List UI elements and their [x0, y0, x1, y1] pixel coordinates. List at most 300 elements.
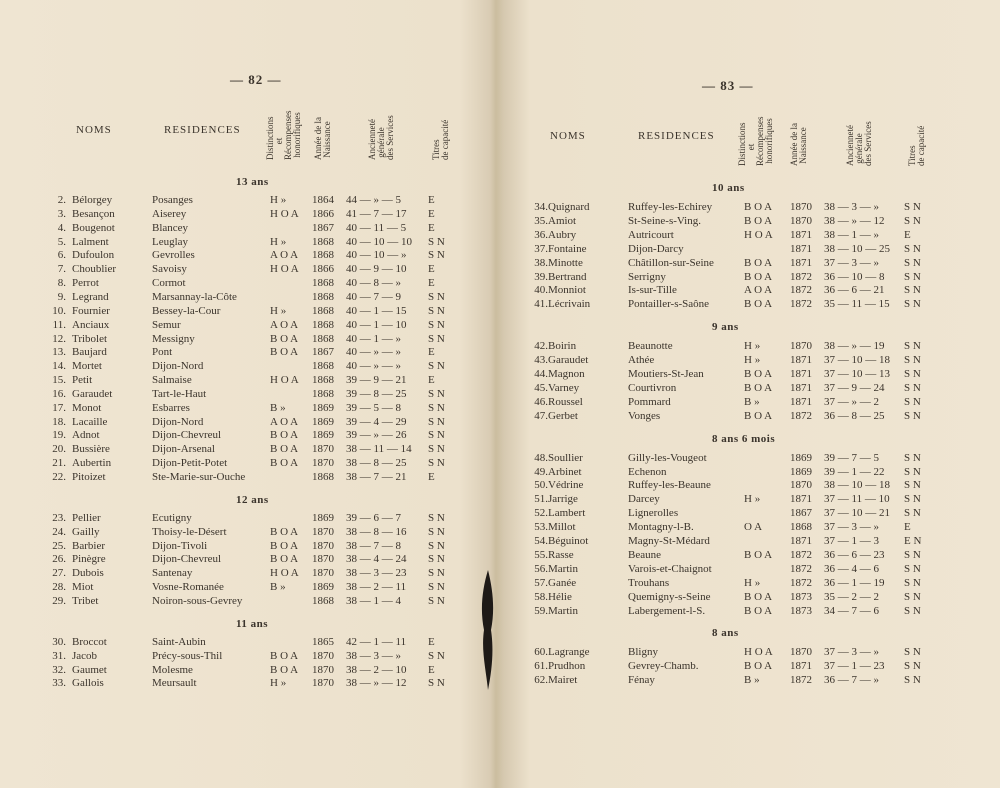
cell-res: Dijon-Nord: [152, 415, 204, 428]
cell-name: Fontaine: [548, 242, 587, 255]
cell-dist: B O A: [744, 590, 773, 603]
table-row: [40, 332, 460, 346]
cell-num: 46.: [534, 395, 548, 408]
table-row: [512, 297, 932, 311]
cell-anc: 40 — 9 — 10: [346, 263, 407, 276]
cell-anc: 40 — » — »: [346, 346, 401, 359]
cell-year: 1868: [312, 594, 334, 607]
table-row: [512, 465, 932, 479]
header-distinctions: Distinctions et Récompenses honorifiques: [265, 110, 302, 160]
table-row: [512, 604, 932, 618]
table-row: [40, 428, 460, 442]
cell-name: Védrine: [548, 479, 584, 492]
cell-res: Thoisy-le-Désert: [152, 525, 227, 538]
cell-dist: B O A: [744, 256, 773, 269]
cell-res: Saint-Aubin: [152, 635, 206, 648]
table-row: [40, 262, 460, 276]
cell-tit: S N: [904, 298, 921, 311]
cell-anc: 40 — 10 — 10: [346, 235, 412, 248]
cell-anc: 44 — » — 5: [346, 194, 401, 206]
cell-year: 1868: [312, 318, 334, 331]
cell-res: St-Seine-s-Ving.: [628, 214, 701, 227]
table-row: [40, 345, 460, 359]
cell-res: Ruffey-les-Echirey: [628, 201, 713, 213]
table-row: [512, 242, 932, 256]
cell-year: 1869: [790, 451, 812, 464]
cell-year: 1869: [790, 465, 812, 478]
section-title: 9 ans: [712, 321, 739, 334]
cell-name: Monniot: [548, 284, 586, 297]
cell-name: Amiot: [548, 214, 577, 227]
cell-tit: S N: [904, 604, 921, 617]
cell-res: Ste-Marie-sur-Ouche: [152, 471, 246, 483]
cell-dist: H »: [270, 677, 287, 690]
table-row: [40, 525, 460, 539]
cell-name: Baujard: [72, 346, 107, 359]
cell-res: Moutiers-St-Jean: [628, 368, 704, 380]
cell-tit: S N: [904, 256, 921, 269]
cell-anc: 38 — » — 12: [824, 214, 885, 227]
table-row: [512, 590, 932, 604]
cell-year: 1870: [790, 479, 812, 492]
cell-name: Varney: [548, 381, 580, 394]
cell-res: Dijon-Nord: [152, 360, 204, 373]
cell-num: 32.: [52, 663, 66, 676]
table-row: [512, 451, 932, 465]
cell-num: 56.: [534, 562, 548, 575]
cell-dist: H »: [744, 340, 761, 353]
cell-res: Trouhans: [628, 576, 670, 589]
cell-dist: H »: [744, 493, 761, 506]
cell-tit: E: [904, 228, 911, 241]
header-noms: NOMS: [76, 124, 112, 136]
cell-year: 1868: [312, 304, 334, 317]
cell-res: Châtillon-sur-Seine: [628, 256, 714, 269]
table-row: [40, 193, 460, 207]
cell-dist: B »: [270, 581, 286, 594]
table-row: [512, 395, 932, 409]
cell-tit: S N: [904, 409, 921, 422]
cell-anc: 36 — 1 — 19: [824, 576, 885, 589]
cell-dist: B O A: [744, 298, 773, 311]
cell-name: Gallois: [72, 677, 104, 690]
cell-name: Rasse: [548, 548, 574, 561]
table-row: [40, 387, 460, 401]
cell-num: 40.: [534, 284, 548, 297]
cell-dist: B »: [744, 395, 760, 408]
cell-num: 42.: [534, 340, 548, 353]
cell-tit: S N: [428, 387, 445, 400]
cell-dist: B O A: [744, 409, 773, 422]
cell-year: 1868: [312, 374, 334, 387]
header-titres: Titres de capacité: [907, 125, 926, 166]
left-page: [40, 0, 470, 788]
cell-tit: E N: [904, 535, 922, 547]
cell-tit: S N: [904, 646, 921, 659]
cell-anc: 38 — 8 — 25: [346, 457, 407, 470]
cell-year: 1870: [790, 646, 812, 659]
cell-num: 54.: [534, 535, 548, 547]
cell-dist: H O A: [270, 374, 299, 387]
cell-num: 7.: [57, 263, 66, 276]
cell-num: 41.: [534, 298, 548, 311]
cell-tit: E: [428, 277, 435, 290]
cell-tit: S N: [904, 242, 921, 255]
table-row: [40, 649, 460, 663]
section-title: 10 ans: [712, 182, 745, 194]
cell-tit: S N: [904, 674, 921, 687]
cell-year: 1870: [312, 567, 334, 580]
cell-res: Dijon-Darcy: [628, 242, 684, 255]
cell-anc: 38 — 10 — 18: [824, 479, 890, 492]
cell-res: Dijon-Chevreul: [152, 429, 222, 442]
table-row: [40, 552, 460, 566]
cell-res: Blancey: [152, 221, 189, 234]
cell-tit: S N: [428, 318, 445, 331]
cell-res: Santenay: [152, 567, 193, 580]
cell-res: Tart-le-Haut: [152, 387, 207, 400]
cell-tit: S N: [428, 539, 445, 552]
cell-num: 61.: [534, 660, 548, 673]
cell-anc: 37 — 10 — 21: [824, 507, 890, 520]
cell-year: 1871: [790, 381, 812, 394]
cell-num: 24.: [52, 525, 66, 538]
cell-year: 1870: [312, 649, 334, 662]
cell-num: 25.: [52, 539, 66, 552]
cell-dist: H »: [270, 235, 287, 248]
cell-num: 9.: [57, 290, 66, 303]
table-row: [40, 248, 460, 262]
cell-year: 1872: [790, 548, 812, 561]
cell-year: 1872: [790, 576, 812, 589]
cell-name: Choublier: [72, 263, 116, 276]
cell-res: Gevrolles: [152, 249, 195, 262]
table-row: [512, 534, 932, 548]
table-row: [512, 353, 932, 367]
cell-num: 62.: [534, 674, 548, 687]
cell-res: Messigny: [152, 332, 195, 345]
header-titres: Titres de capacité: [431, 119, 450, 160]
cell-anc: 37 — 3 — »: [824, 521, 879, 534]
cell-year: 1867: [312, 221, 334, 234]
cell-num: 38.: [534, 256, 548, 269]
cell-num: 49.: [534, 465, 548, 478]
cell-num: 43.: [534, 354, 548, 367]
table-row: [512, 214, 932, 228]
cell-res: Gevrey-Chamb.: [628, 660, 699, 673]
cell-tit: S N: [428, 401, 445, 414]
cell-name: Barbier: [72, 539, 105, 552]
cell-name: Bertrand: [548, 270, 587, 283]
cell-tit: E: [428, 663, 435, 676]
cell-tit: E: [428, 263, 435, 276]
table-row: [40, 663, 460, 677]
table-row: [40, 676, 460, 690]
cell-tit: S N: [428, 249, 445, 262]
cell-dist: B O A: [270, 429, 299, 442]
cell-tit: S N: [428, 304, 445, 317]
cell-name: Jarrige: [548, 493, 578, 506]
table-row: [40, 470, 460, 484]
cell-year: 1869: [312, 581, 334, 594]
cell-anc: 37 — 3 — »: [824, 646, 879, 659]
cell-year: 1871: [790, 660, 812, 673]
cell-dist: A O A: [270, 249, 299, 262]
cell-year: 1869: [312, 511, 334, 524]
section-title: 11 ans: [236, 617, 269, 630]
cell-tit: S N: [904, 562, 921, 575]
cell-anc: 39 — 5 — 8: [346, 401, 401, 414]
cell-res: Fénay: [628, 674, 655, 687]
header-annee: Année de la Naissance: [313, 117, 332, 160]
cell-num: 47.: [534, 409, 548, 422]
cell-res: Beaune: [628, 548, 661, 561]
cell-num: 23.: [52, 511, 66, 524]
cell-anc: 40 — » — »: [346, 360, 401, 373]
cell-year: 1872: [790, 562, 812, 575]
cell-name: Adnot: [72, 429, 100, 442]
cell-res: Magny-St-Médard: [628, 535, 710, 547]
cell-res: Vonges: [628, 409, 661, 422]
cell-num: 58.: [534, 590, 548, 603]
cell-name: Gerbet: [548, 409, 578, 422]
cell-name: Magnon: [548, 368, 585, 380]
cell-anc: 38 — 3 — 23: [346, 567, 407, 580]
cell-anc: 39 — 7 — 5: [824, 451, 879, 464]
cell-year: 1871: [790, 493, 812, 506]
cell-res: Varois-et-Chaignot: [628, 562, 712, 575]
cell-year: 1872: [790, 674, 812, 687]
cell-anc: 34 — 7 — 6: [824, 604, 879, 617]
cell-res: Aiserey: [152, 207, 187, 220]
cell-tit: S N: [428, 415, 445, 428]
cell-num: 8.: [57, 277, 66, 290]
cell-res: Quemigny-s-Seine: [628, 590, 711, 603]
cell-anc: 38 — » — 12: [346, 677, 407, 690]
cell-tit: S N: [428, 553, 445, 566]
cell-year: 1871: [790, 256, 812, 269]
cell-year: 1870: [312, 677, 334, 690]
header-residences: RESIDENCES: [164, 124, 241, 136]
cell-anc: 37 — » — 2: [824, 395, 879, 408]
cell-num: 5.: [57, 235, 66, 248]
cell-name: Boirin: [548, 340, 577, 353]
cell-name: Dubois: [72, 567, 104, 580]
cell-name: Millot: [548, 521, 576, 534]
cell-anc: 36 — 4 — 6: [824, 562, 879, 575]
cell-name: Monot: [72, 401, 102, 414]
cell-num: 20.: [52, 443, 66, 456]
cell-name: Bougenot: [72, 221, 115, 234]
cell-tit: S N: [904, 660, 921, 673]
cell-year: 1868: [312, 332, 334, 345]
cell-year: 1866: [312, 207, 334, 220]
cell-year: 1871: [790, 368, 812, 380]
cell-name: Lambert: [548, 507, 586, 520]
cell-name: Lacaille: [72, 415, 108, 428]
right-page: [512, 0, 952, 788]
cell-year: 1871: [790, 395, 812, 408]
table-row: [40, 235, 460, 249]
cell-name: Besançon: [72, 207, 115, 220]
cell-anc: 40 — 1 — 10: [346, 318, 407, 331]
cell-dist: B »: [744, 674, 760, 687]
cell-num: 50.: [534, 479, 548, 492]
cell-anc: 36 — 6 — 21: [824, 284, 885, 297]
cell-res: Molesme: [152, 663, 193, 676]
cell-tit: S N: [428, 429, 445, 442]
cell-res: Echenon: [628, 465, 667, 478]
cell-res: Dijon-Arsenal: [152, 443, 215, 456]
cell-year: 1866: [312, 263, 334, 276]
cell-num: 39.: [534, 270, 548, 283]
cell-name: Pitoizet: [72, 471, 106, 483]
cell-num: 36.: [534, 228, 548, 241]
cell-year: 1867: [790, 507, 812, 520]
table-row: [512, 492, 932, 506]
cell-name: Broccot: [72, 635, 107, 648]
cell-dist: H »: [270, 304, 287, 317]
cell-year: 1868: [312, 277, 334, 290]
cell-res: Dijon-Tivoli: [152, 539, 208, 552]
cell-num: 52.: [534, 507, 548, 520]
cell-anc: 39 — 6 — 7: [346, 511, 401, 524]
cell-name: Tribet: [72, 594, 99, 607]
cell-tit: E: [428, 471, 435, 483]
cell-res: Leuglay: [152, 235, 189, 248]
cell-tit: S N: [428, 290, 445, 303]
cell-num: 6.: [57, 249, 66, 262]
table-row: [40, 415, 460, 429]
cell-dist: B O A: [744, 381, 773, 394]
cell-tit: S N: [428, 332, 445, 345]
table-row: [40, 221, 460, 235]
cell-res: Précy-sous-Thil: [152, 649, 223, 662]
cell-tit: S N: [904, 451, 921, 464]
cell-num: 15.: [52, 374, 66, 387]
cell-tit: S N: [428, 525, 445, 538]
cell-tit: S N: [904, 201, 921, 213]
cell-tit: S N: [904, 395, 921, 408]
cell-anc: 41 — 7 — 17: [346, 207, 407, 220]
cell-anc: 37 — 1 — 23: [824, 660, 885, 673]
cell-year: 1870: [312, 663, 334, 676]
header-anciennete: Ancienneté générale des Services: [845, 121, 873, 166]
cell-dist: B O A: [270, 443, 299, 456]
cell-num: 48.: [534, 451, 548, 464]
cell-name: Mairet: [548, 674, 578, 687]
cell-dist: H »: [744, 354, 761, 367]
cell-num: 34.: [534, 201, 548, 213]
cell-name: Perrot: [72, 277, 99, 290]
table-row: [512, 548, 932, 562]
cell-res: Marsannay-la-Côte: [152, 290, 237, 303]
cell-name: Bussière: [72, 443, 110, 456]
cell-res: Ecutigny: [152, 511, 192, 524]
cell-num: 17.: [52, 401, 66, 414]
cell-anc: 38 — 8 — 16: [346, 525, 407, 538]
table-row: [40, 580, 460, 594]
cell-num: 29.: [52, 594, 66, 607]
cell-name: Mortet: [72, 360, 102, 373]
cell-year: 1871: [790, 228, 812, 241]
cell-res: Semur: [152, 318, 181, 331]
cell-anc: 35 — 11 — 15: [824, 298, 890, 311]
cell-name: Martin: [548, 562, 578, 575]
cell-year: 1868: [312, 235, 334, 248]
cell-tit: E: [428, 374, 435, 387]
ink-stain: [478, 570, 498, 690]
table-row: [512, 228, 932, 242]
section-title: 8 ans 6 mois: [712, 432, 776, 445]
cell-res: Pommard: [628, 395, 671, 408]
cell-name: Roussel: [548, 395, 583, 408]
header-distinctions: Distinctions et Récompenses honorifiques: [737, 116, 774, 166]
cell-num: 26.: [52, 553, 66, 566]
page-number: — 82 —: [230, 72, 282, 87]
table-row: [512, 200, 932, 214]
cell-name: Tribolet: [72, 332, 108, 345]
cell-num: 18.: [52, 415, 66, 428]
cell-dist: A O A: [744, 284, 773, 297]
cell-year: 1868: [312, 360, 334, 373]
cell-res: Dijon-Petit-Potet: [152, 457, 228, 470]
table-row: [512, 673, 932, 687]
cell-tit: S N: [428, 581, 445, 594]
cell-num: 3.: [57, 207, 66, 220]
table-row: [40, 276, 460, 290]
cell-num: 4.: [57, 221, 66, 234]
cell-anc: 39 — 4 — 29: [346, 415, 407, 428]
cell-num: 53.: [534, 521, 548, 534]
table-row: [512, 506, 932, 520]
cell-year: 1870: [312, 539, 334, 552]
table-row: [40, 539, 460, 553]
cell-anc: 38 — » — 19: [824, 340, 885, 353]
cell-num: 60.: [534, 646, 548, 659]
cell-dist: B O A: [270, 663, 299, 676]
cell-res: Cormot: [152, 277, 186, 290]
table-row: [512, 576, 932, 590]
cell-num: 59.: [534, 604, 548, 617]
cell-dist: B O A: [270, 649, 299, 662]
cell-name: Garaudet: [72, 387, 113, 400]
table-row: [512, 283, 932, 297]
cell-year: 1870: [312, 443, 334, 456]
cell-year: 1870: [790, 340, 812, 353]
cell-dist: B O A: [270, 332, 299, 345]
cell-dist: H O A: [270, 263, 299, 276]
cell-anc: 40 — 1 — »: [346, 332, 401, 345]
cell-anc: 36 — 7 — »: [824, 674, 879, 687]
cell-num: 14.: [52, 360, 66, 373]
cell-res: Noiron-sous-Gevrey: [152, 594, 243, 607]
cell-anc: 37 — 9 — 24: [824, 381, 885, 394]
cell-anc: 38 — 2 — 11: [346, 581, 407, 594]
cell-name: Quignard: [548, 201, 590, 213]
cell-year: 1871: [790, 242, 812, 255]
cell-name: Garaudet: [548, 354, 589, 367]
cell-tit: E: [428, 635, 435, 648]
cell-num: 16.: [52, 387, 66, 400]
table-row: [40, 318, 460, 332]
cell-anc: 37 — 10 — 18: [824, 354, 890, 367]
cell-tit: E: [428, 194, 435, 206]
cell-res: Montagny-l-B.: [628, 521, 694, 534]
cell-name: Soullier: [548, 451, 583, 464]
cell-name: Miot: [72, 581, 94, 594]
cell-year: 1867: [312, 346, 334, 359]
